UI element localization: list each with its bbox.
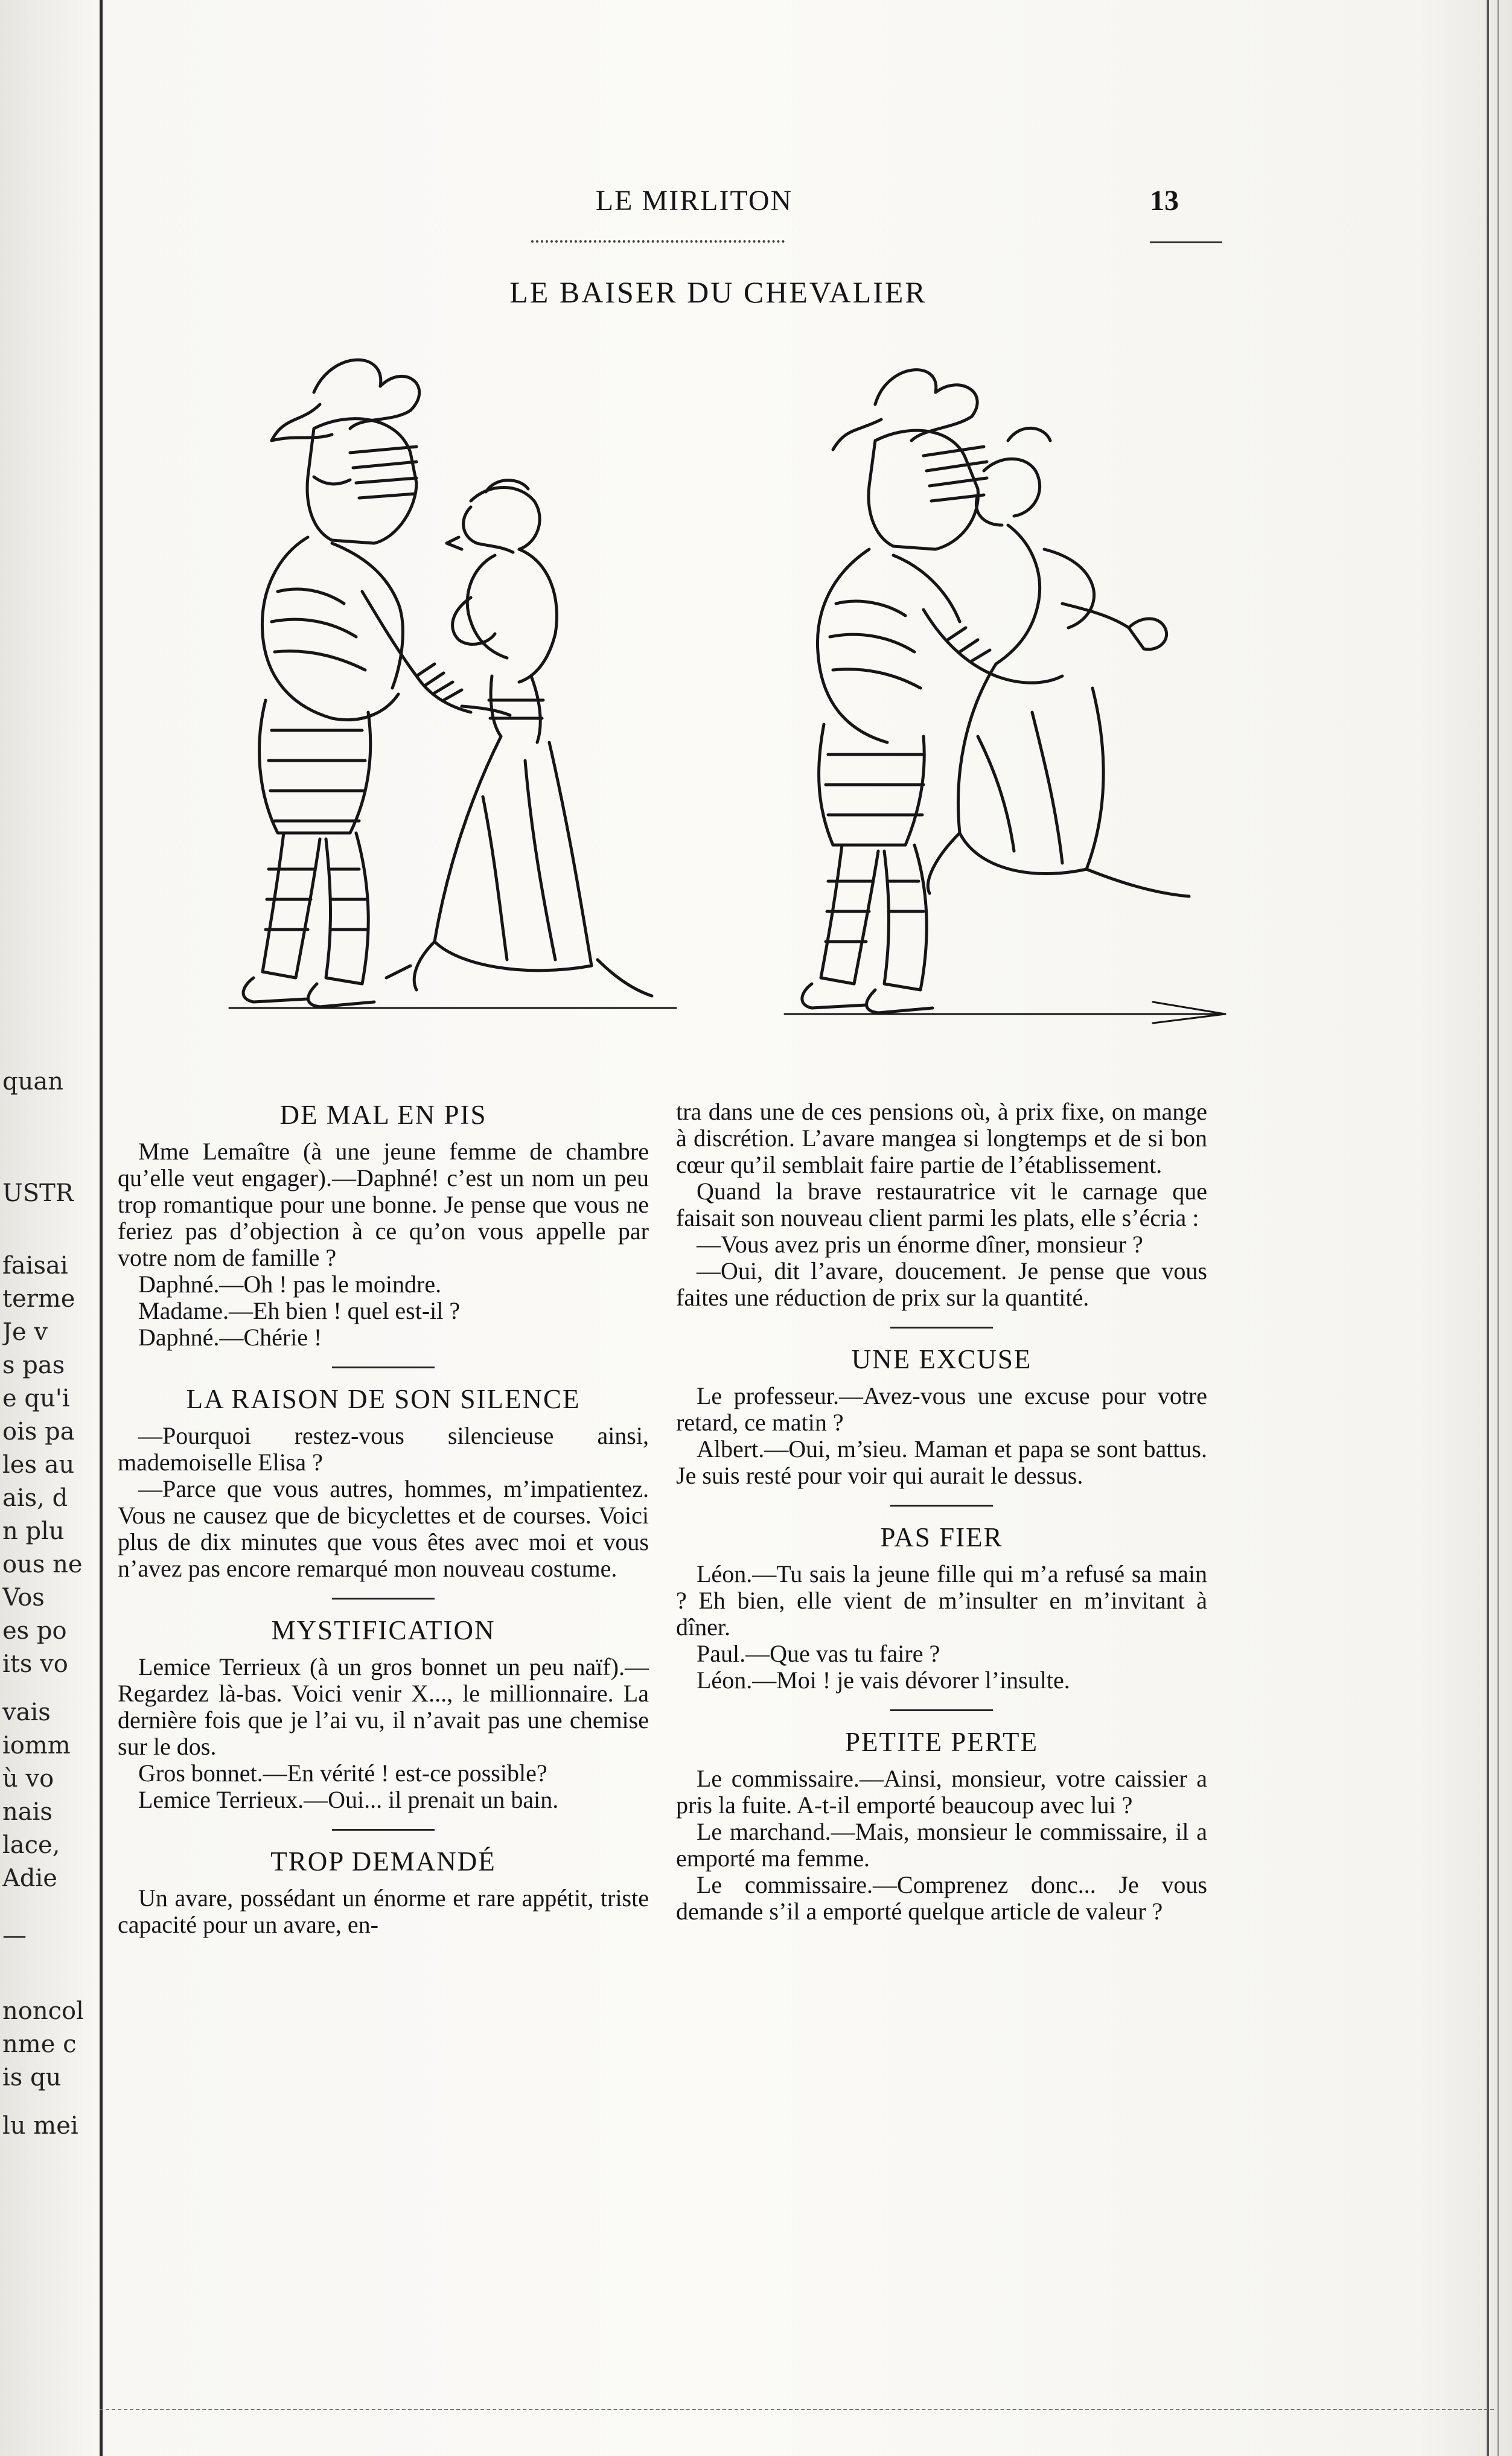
section-separator (332, 1598, 435, 1600)
article-paragraph: Un avare, possédant un énorme et rare appétit, triste capacité pour un avare, en- (118, 1884, 649, 1938)
bleed-word: iomm (2, 1732, 71, 1759)
adjacent-page-strip (0, 0, 103, 2456)
knight-and-lady-illustration-2 (694, 350, 1268, 1032)
article-paragraph: Le marchand.—Mais, monsieur le commissaire, il a emporté ma femme. (676, 1818, 1207, 1872)
bleed-word: its vo (2, 1651, 68, 1677)
header-rule-right (1150, 241, 1222, 243)
page-header-title: LE MIRLITON (595, 185, 793, 217)
article-paragraph: —Vous avez pris un énorme dîner, monsieur ? (697, 1231, 1143, 1258)
bleed-word: e qu'i (2, 1385, 70, 1412)
bleed-word: ous ne (2, 1551, 83, 1578)
bleed-word: es po (2, 1618, 67, 1644)
article-paragraph: Quand la brave restauratrice vit le carnage que faisait son nouveau client parmi les plats, elle s’écria : (676, 1178, 1207, 1231)
illustration-title: LE BAISER DU CHEVALIER (509, 275, 927, 309)
page-number: 13 (1150, 185, 1179, 217)
bleed-word: Adie (2, 1865, 57, 1892)
article-paragraph: Madame.—Eh bien ! quel est-il ? (138, 1297, 461, 1324)
section-title: MYSTIFICATION (271, 1615, 496, 1645)
section-separator (890, 1505, 993, 1507)
article-paragraph: Lemice Terrieux.—Oui... il prenait un bain. (138, 1786, 559, 1813)
bleed-word: nais (2, 1799, 53, 1825)
bleed-word: Je v (2, 1319, 48, 1345)
bleed-word: Vos (2, 1584, 45, 1611)
bleed-word: nme c (2, 2031, 77, 2058)
article-paragraph: —Parce que vous autres, hommes, m’impatientez. Vous ne causez que de bicyclettes et de courses. Voici plus de dix minutes que vous êtes avec moi et vous n’avez pas encore remarqué mon nouveau costume. (118, 1475, 649, 1582)
bleed-word: lu mei (2, 2113, 78, 2139)
article-paragraph: Le professeur.—Avez-vous une excuse pour votre retard, ce matin ? (676, 1382, 1207, 1436)
section-title: TROP DEMANDÉ (270, 1846, 496, 1877)
page-bottom-edge (100, 2409, 1494, 2414)
bleed-word: noncol (2, 1998, 84, 2024)
article-paragraph: Le commissaire.—Comprenez donc... Je vous demande s’il a emporté quelque article de valeur ? (676, 1871, 1207, 1925)
bleed-word: ois pa (2, 1418, 75, 1445)
article-paragraph: Mme Lemaître (à une jeune femme de chambre qu’elle veut engager).—Daphné! c’est un nom un peu trop romantique pour une bonne. Je pense que vous ne feriez pas d’objection à ce qu’on vous appelle par votre nom de famille ? (118, 1138, 649, 1271)
section-separator (332, 1367, 435, 1368)
header-rule (531, 240, 785, 243)
bleed-word: quan (2, 1068, 63, 1095)
article-paragraph: Gros bonnet.—En vérité ! est-ce possible? (138, 1759, 547, 1787)
bleed-word: faisai (2, 1252, 68, 1279)
bleed-word: les au (2, 1452, 75, 1478)
page-edge (1487, 0, 1499, 2456)
article-paragraph: Daphné.—Oh ! pas le moindre. (138, 1271, 442, 1298)
section-title: PAS FIER (880, 1522, 1003, 1552)
left-column (118, 1099, 649, 1938)
bleed-word: terme (2, 1286, 75, 1312)
bleed-word: USTR (2, 1180, 74, 1207)
article-paragraph: Lemice Terrieux (à un gros bonnet un peu naïf).—Regardez là-bas. Voici venir X..., le millionnaire. La dernière fois que je l’ai vu, il n’avait pas une chemise sur le dos. (118, 1653, 649, 1760)
bleed-word: is qu (2, 2064, 62, 2091)
right-column (676, 1099, 1207, 1925)
section-separator (890, 1327, 993, 1328)
bleed-word: ais, d (2, 1485, 68, 1511)
article-paragraph: Daphné.—Chérie ! (138, 1324, 322, 1351)
section-title: DE MAL EN PIS (279, 1100, 487, 1130)
article-paragraph: Léon.—Tu sais la jeune fille qui m’a refusé sa main ? Eh bien, elle vient de m’insulter en m’invitant à dîner. (676, 1560, 1207, 1641)
article-paragraph: tra dans une de ces pensions où, à prix fixe, on mange à discrétion. L’avare mangea si longtemps et de si bon cœur qu’il semblait faire partie de l’établissement. (676, 1098, 1207, 1178)
section-separator (890, 1709, 993, 1711)
section-title: PETITE PERTE (844, 1727, 1038, 1757)
article-paragraph: —Pourquoi restez-vous silencieuse ainsi, mademoiselle Elisa ? (118, 1422, 649, 1476)
bleed-word: s pas (2, 1352, 65, 1379)
article-paragraph: Le commissaire.—Ainsi, monsieur, votre caissier a pris la fuite. A-t-il emporté beaucoup avec lui ? (676, 1765, 1207, 1819)
knight-and-lady-illustration-1 (133, 338, 712, 1032)
section-separator (332, 1829, 435, 1831)
article-paragraph: —Oui, dit l’avare, doucement. Je pense que vous faites une réduction de prix sur la quantité. (676, 1257, 1207, 1311)
bleed-word: n plu (2, 1518, 65, 1545)
article-paragraph: Albert.—Oui, m’sieu. Maman et papa se sont battus. Je suis resté pour voir qui aurait le dessus. (676, 1435, 1207, 1489)
bleed-word: ù vo (2, 1765, 54, 1792)
bleed-word: lace, (2, 1832, 60, 1858)
bleed-word: — (2, 1922, 27, 1949)
article-paragraph: Paul.—Que vas tu faire ? (697, 1640, 940, 1667)
article-paragraph: Léon.—Moi ! je vais dévorer l’insulte. (697, 1667, 1070, 1694)
bleed-word: vais (2, 1699, 51, 1726)
section-title: LA RAISON DE SON SILENCE (186, 1384, 581, 1414)
section-title: UNE EXCUSE (851, 1344, 1032, 1374)
